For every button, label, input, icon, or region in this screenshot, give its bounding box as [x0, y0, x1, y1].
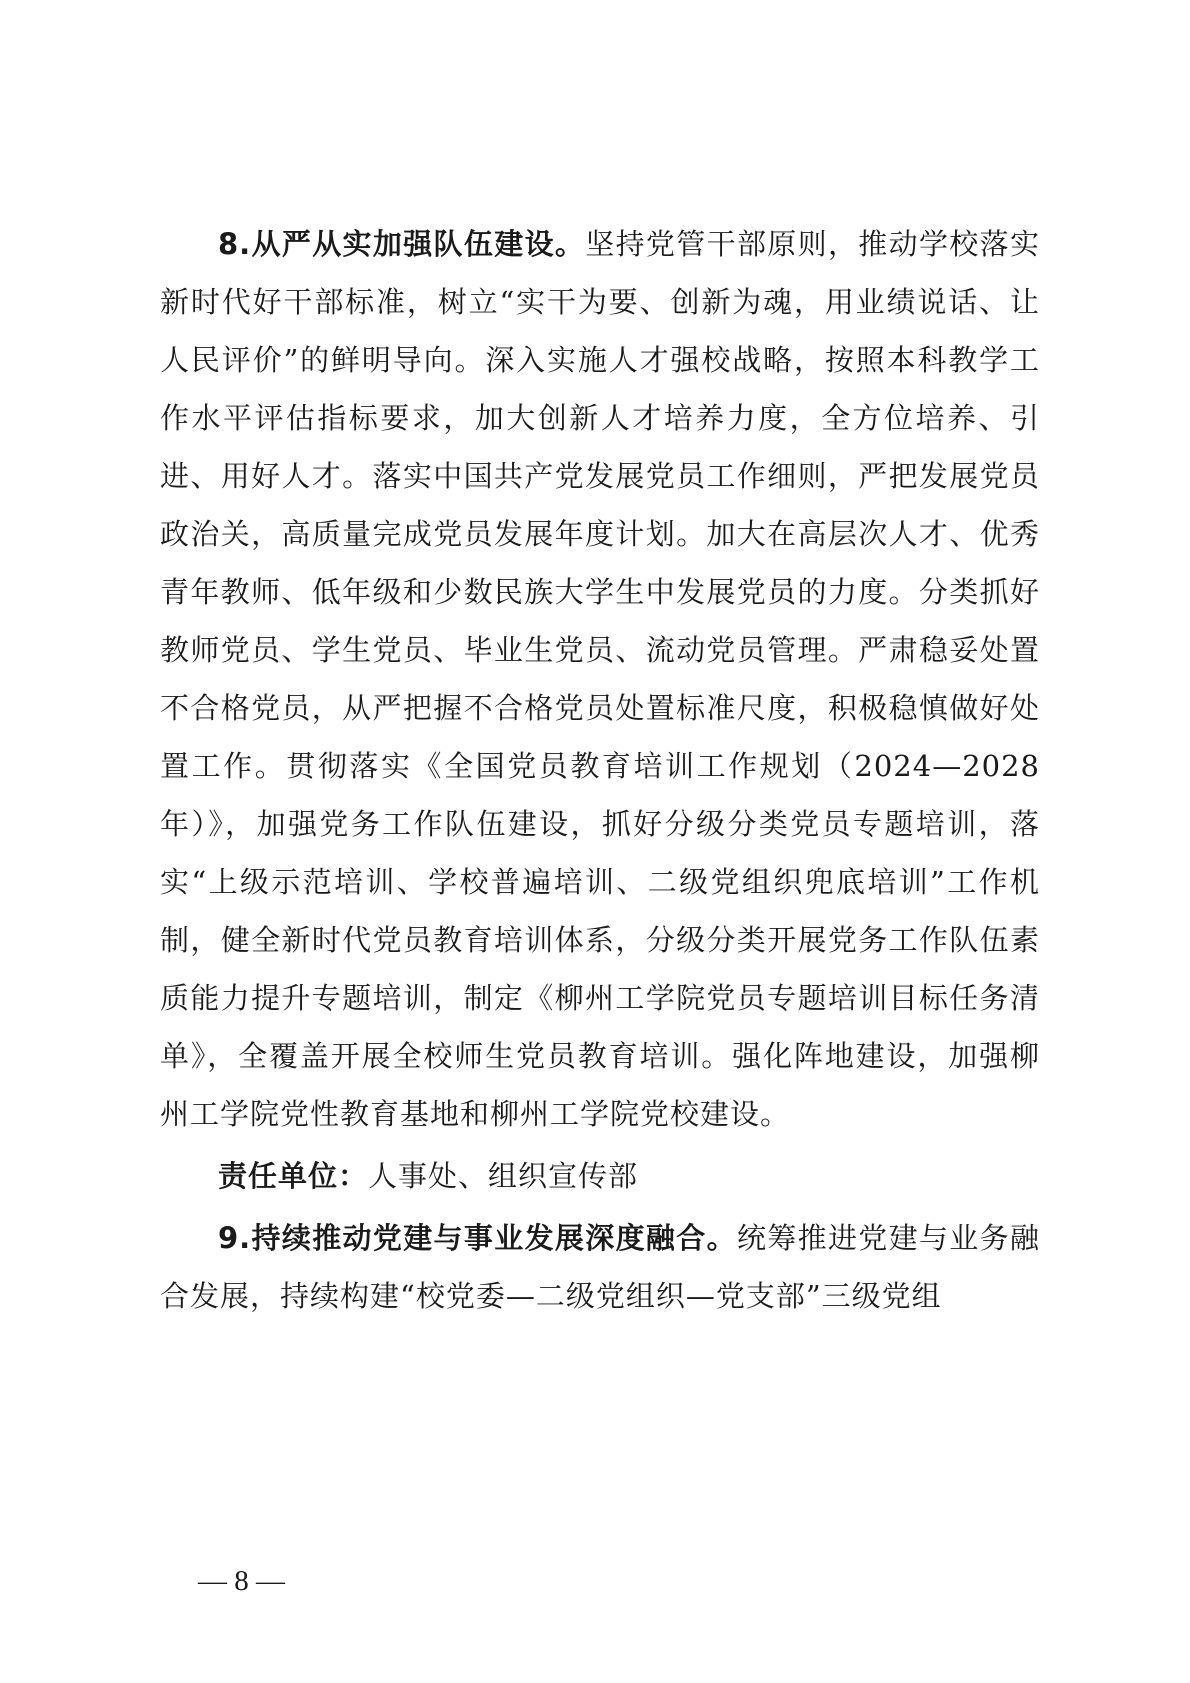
paragraph-item-8	[160, 215, 1040, 1143]
responsibility-value: 人事处、组织宣传部	[368, 1159, 639, 1193]
responsibility-label: 责任单位：	[218, 1159, 369, 1193]
paragraph-responsibility	[160, 1147, 1040, 1205]
paragraph-item-9	[160, 1209, 1040, 1325]
item-9-heading: 9.持续推动党建与事业发展深度融合。	[218, 1221, 737, 1255]
item-9-body: 统筹推进党建与业务融合发展，持续构建“校党委—二级党组织—党支部”三级党组	[160, 1221, 1040, 1313]
item-8-heading: 8.从严从实加强队伍建设。	[218, 227, 586, 261]
body-text	[160, 215, 1040, 1325]
item-8-body: 坚持党管干部原则，推动学校落实新时代好干部标准，树立“实干为要、创新为魂，用业绩说话、让人民评价”的鲜明导向。深入实施人才强校战略，按照本科教学工作水平评估指标要求，加大创新人才培养力度，全方位培养、引进、用好人才。落实中国共产党发展党员工作细则，严把发展党员政治关，高质量完成党员发展年度计划。加大在高层次人才、优秀青年教师、低年级和少数民族大学生中发展党员的力度。分类抓好教师党员、学生党员、毕业生党员、流动党员管理。严肃稳妥处置不合格党员，从严把握不合格党员处置标准尺度，积极稳慎做好处置工作。贯彻落实《全国党员教育培训工作规划（2024—2028年）》，加强党务工作队伍建设，抓好分级分类党员专题培训，落实“上级示范培训、学校普遍培训、二级党组织兜底培训”工作机制，健全新时代党员教育培训体系，分级分类开展党务工作队伍素质能力提升专题培训，制定《柳州工学院党员专题培训目标任务清单》，全覆盖开展全校师生党员教育培训。强化阵地建设，加强柳州工学院党性教育基地和柳州工学院党校建设。	[160, 227, 1040, 1131]
page-number: — 8 —	[198, 1565, 285, 1597]
